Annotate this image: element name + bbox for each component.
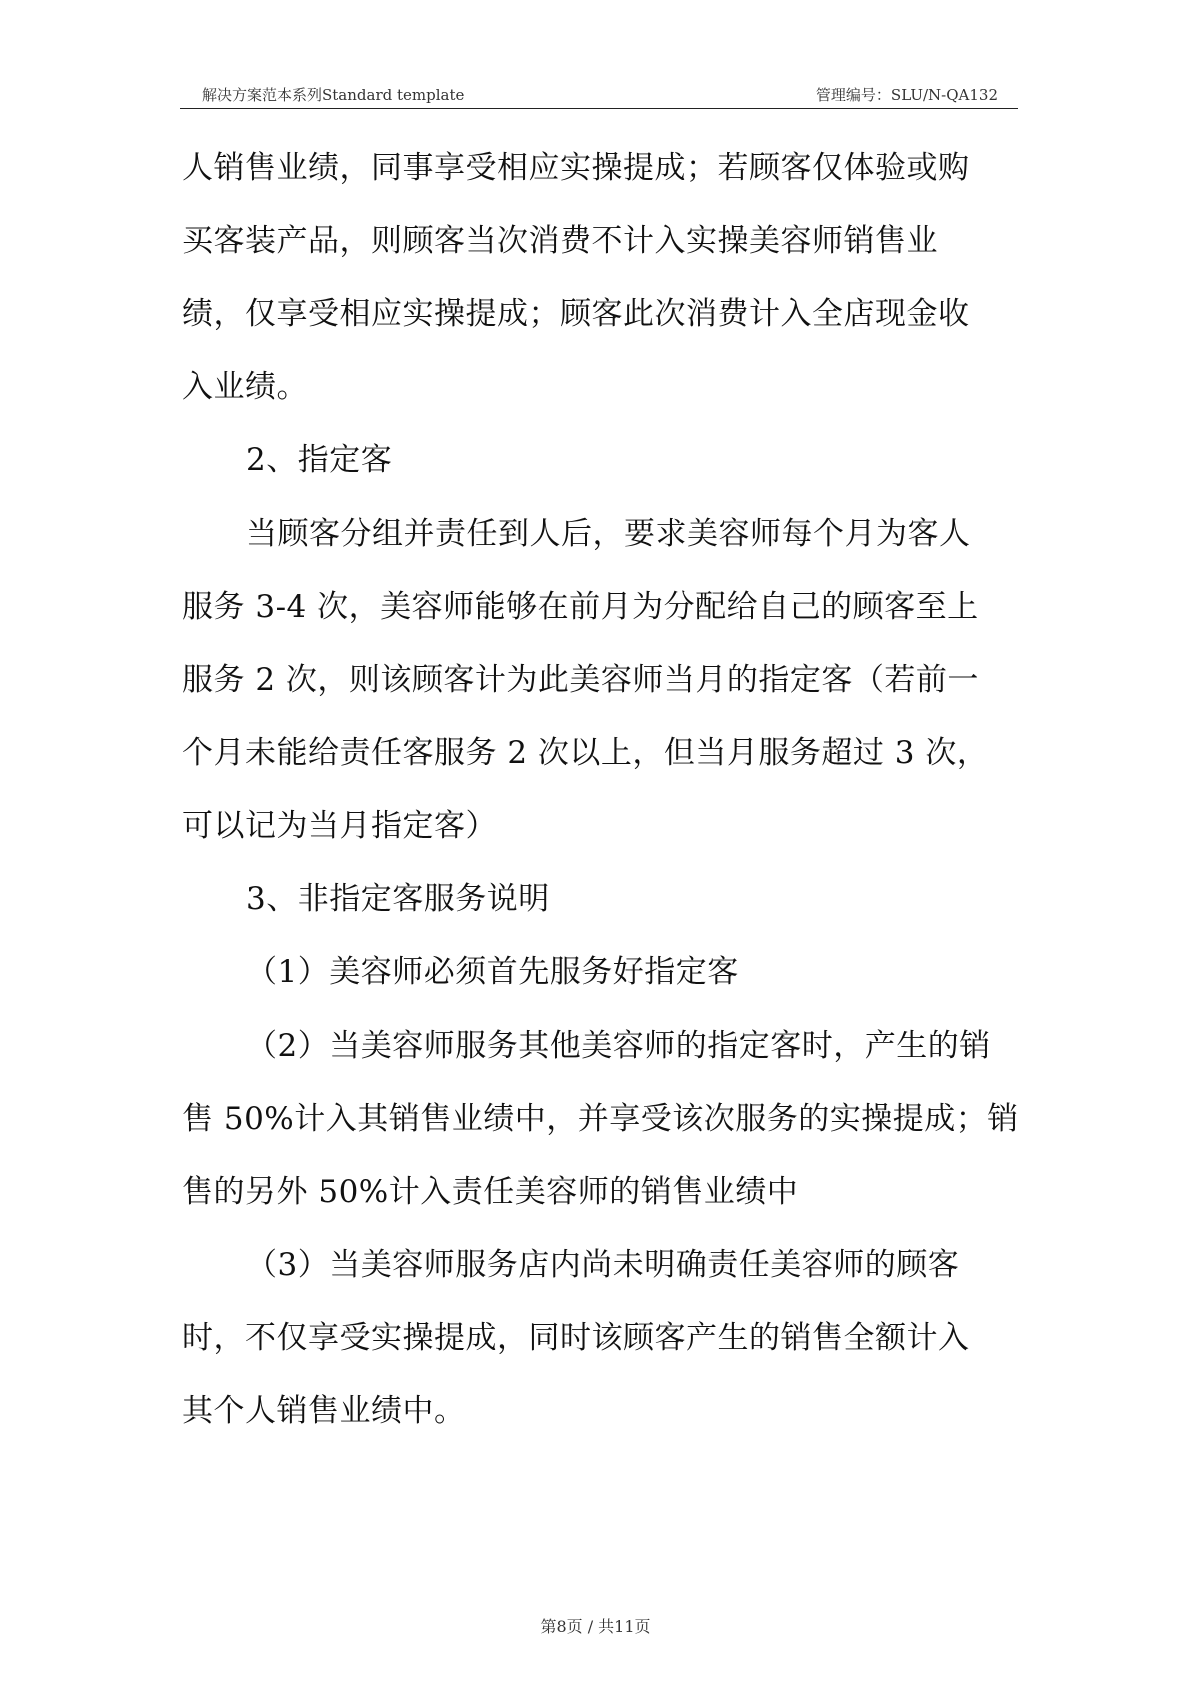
paragraph-line: 当顾客分组并责任到人后，要求美容师每个月为客人 [246, 516, 971, 552]
list-item: （1）美容师必须首先服务好指定客 [246, 954, 739, 990]
paragraph-line: 可以记为当月指定客） [182, 808, 497, 844]
paragraph-line: 售的另外 50%计入责任美容师的销售业绩中 [182, 1174, 799, 1210]
paragraph-line: 绩，仅享受相应实操提成；顾客此次消费计入全店现金收 [182, 296, 970, 332]
page-header [180, 82, 1018, 109]
paragraph-line: 个月未能给责任客服务 2 次以上，但当月服务超过 3 次， [182, 735, 989, 771]
list-item: （3）当美容师服务店内尚未明确责任美容师的顾客 [246, 1247, 960, 1283]
paragraph-line: 其个人销售业绩中。 [182, 1393, 466, 1429]
paragraph-line: 服务 2 次，则该顾客计为此美容师当月的指定客（若前一 [182, 662, 979, 698]
section-heading: 3、非指定客服务说明 [246, 881, 550, 917]
header-series-title: 解决方案范本系列Standard template [202, 86, 465, 104]
paragraph-line: 人销售业绩，同事享受相应实操提成；若顾客仅体验或购 [182, 150, 970, 186]
paragraph-line: 时，不仅享受实操提成，同时该顾客产生的销售全额计入 [182, 1320, 970, 1356]
paragraph-line: 售 50%计入其销售业绩中，并享受该次服务的实操提成；销 [182, 1101, 1019, 1137]
paragraph-line: 入业绩。 [182, 369, 308, 405]
paragraph-line: 服务 3-4 次，美容师能够在前月为分配给自己的顾客至上 [182, 589, 979, 625]
page-number: 第8页 / 共11页 [540, 1617, 651, 1636]
list-item: （2）当美容师服务其他美容师的指定客时，产生的销 [246, 1028, 991, 1064]
section-heading: 2、指定客 [246, 442, 393, 478]
paragraph-line: 买客装产品，则顾客当次消费不计入实操美容师销售业 [182, 223, 938, 259]
header-doc-number: 管理编号：SLU/N-QA132 [815, 86, 998, 104]
page-footer [0, 1614, 1191, 1637]
